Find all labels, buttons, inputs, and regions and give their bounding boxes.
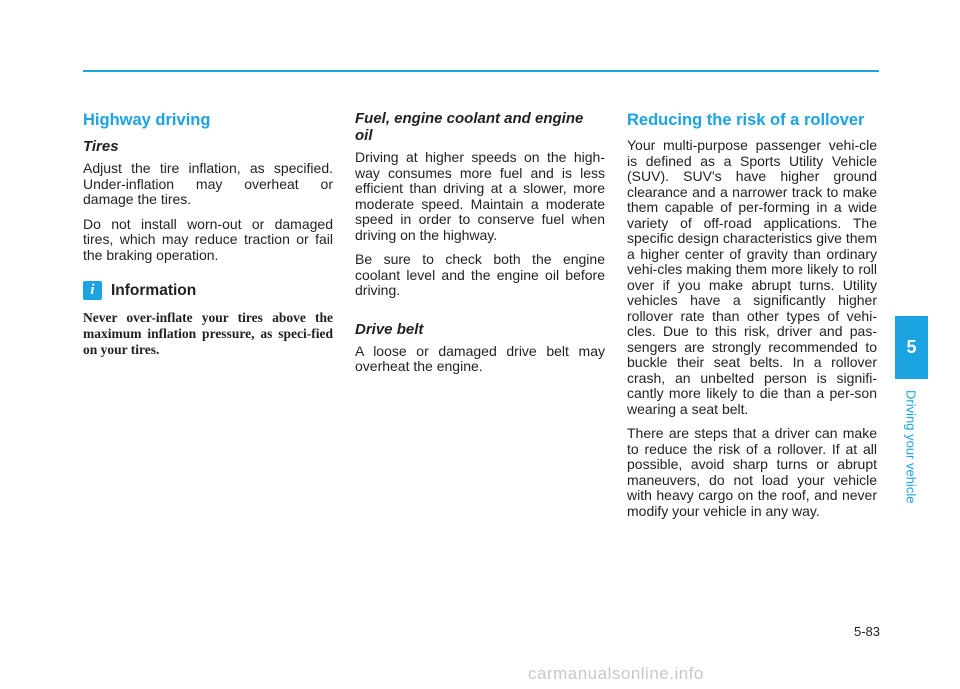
column-fuel-and-belt: [355, 110, 605, 384]
paragraph-drive-belt: A loose or damaged drive belt may overheat the engine.: [355, 342, 605, 374]
subheading-fuel-coolant-oil: Fuel, engine coolant and engine oil: [355, 110, 584, 144]
paragraph-tire-inflation: Adjust the tire inflation, as specified. Under-inflation may overheat or damage the tires.: [83, 160, 333, 207]
paragraph-worn-tires: Do not install worn-out or damaged tires, which may reduce traction or fail the braking operation.: [83, 215, 333, 263]
information-title: Information: [111, 281, 197, 299]
subheading-drive-belt: Drive belt: [355, 320, 424, 338]
information-header: [83, 281, 333, 300]
column-rollover: [627, 110, 877, 528]
watermark-text: carmanualsonline.info: [528, 664, 704, 683]
chapter-title: Driving your vehicle: [903, 390, 919, 504]
information-icon: i: [83, 281, 102, 300]
subheading-tires: Tires: [83, 138, 119, 155]
paragraph-suv-definition: Your multi-purpose passenger vehi-cle is defined as a Sports Utility Vehicle (SUV). SUV's have higher ground clearance and a narrower track to make them capable of per-forming in a wide variety of off-road applications. The specific design characteristics give them a higher center of gravity than ordinary vehi-cles making them more likely to roll over if you make abrupt turns. Utility vehicles have a significantly higher rollover rate than other types of vehi-cles. Due to this risk, driver and pas-sengers are strongly recommended to buckle their seat belts. In a rollover crash, an unbelted person is signifi-cantly more likely to die than a per-son wearing a seat belt.: [627, 137, 877, 417]
column-highway-driving: [83, 110, 333, 358]
header-rule: [83, 70, 879, 72]
chapter-number-tab: 5: [895, 316, 928, 379]
paragraph-reduce-risk: There are steps that a driver can make to reduce the risk of a rollover. If at all possible, avoid sharp turns or abrupt maneuvers, do not load your vehicle with heavy cargo on the roof, and never modify your vehicle in any way.: [627, 425, 877, 519]
page-number: 5-83: [853, 624, 880, 639]
section-heading-highway-driving: Highway driving: [83, 111, 211, 129]
information-body: Never over-inflate your tires above the maximum inflation pressure, as speci-fied on your tires.: [83, 310, 333, 357]
paragraph-check-coolant: Be sure to check both the engine coolant level and the engine oil before driving.: [355, 251, 605, 298]
paragraph-higher-speeds: Driving at higher speeds on the high-way consumes more fuel and is less efficient than driving at a slower, more moderate speed. Maintain a moderate speed in order to conserve fuel when driving on the highway.: [355, 149, 605, 243]
section-heading-rollover: Reducing the risk of a rollover: [627, 111, 865, 129]
